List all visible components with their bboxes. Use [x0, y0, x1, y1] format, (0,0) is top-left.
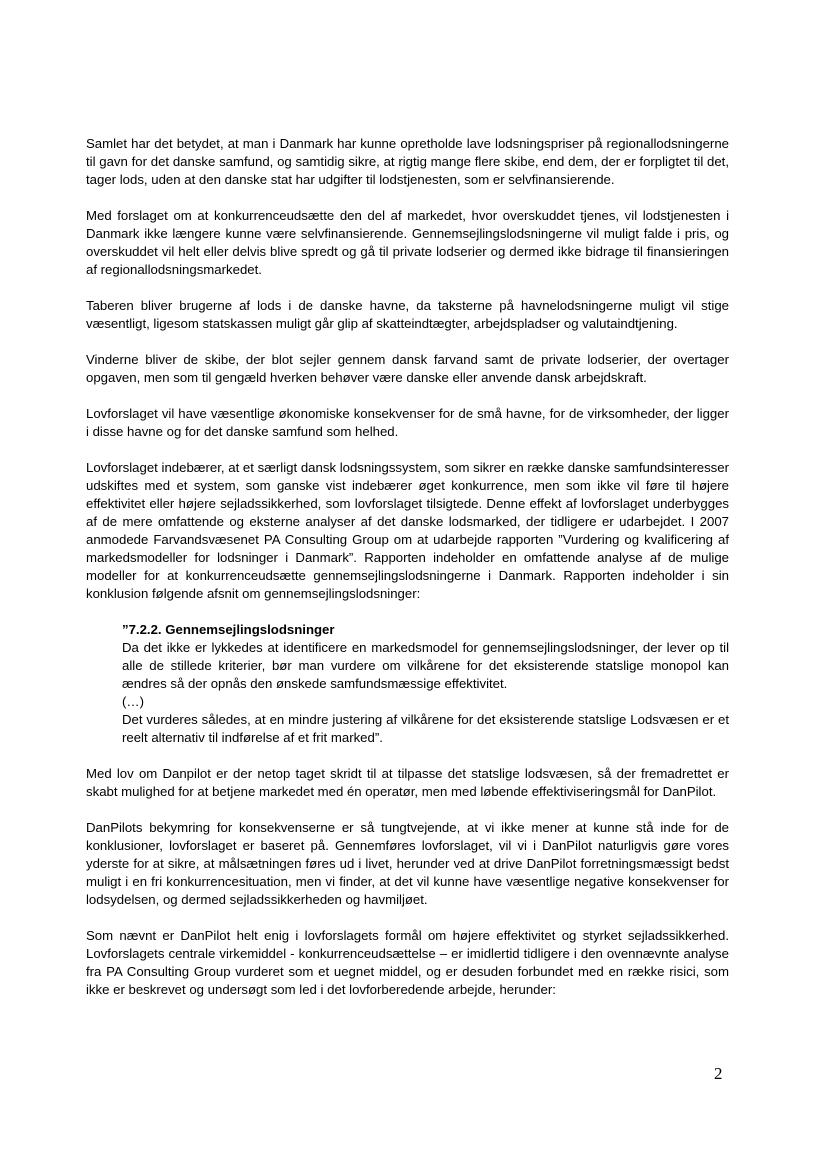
quote-heading: ”7.2.2. Gennemsejlingslodsninger — [122, 622, 335, 637]
paragraph-9: Som nævnt er DanPilot helt enig i lovforslagets formål om højere effektivitet og styrket sejladssikkerhed. Lovforslagets centrale virkemiddel - konkurrenceudsættelse – er imidlertid tidligere i den ovennævnte analyse fra PA Consulting Group vurderet som et uegnet middel, og er desuden forbundet med en række risici, som ikke er beskrevet og undersøgt som led i det lovforberedende arbejde, herunder: — [86, 928, 729, 997]
paragraph-3: Taberen bliver brugerne af lods i de danske havne, da taksterne på havnelodsningerne muligt vil stige væsentligt, ligesom statskassen muligt går glip af skatteindtægter, arbejdspladser og valutaindtjening. — [86, 298, 729, 331]
paragraph-5: Lovforslaget vil have væsentlige økonomiske konsekvenser for de små havne, for de virksomheder, der ligger i disse havne og for det danske samfund som helhed. — [86, 406, 729, 439]
paragraph-4: Vinderne bliver de skibe, der blot sejler gennem dansk farvand samt de private lodserier, der overtager opgaven, men som til gengæld hverken behøver være danske eller anvende dansk arbejdskraft. — [86, 352, 729, 385]
quote-line-1: Da det ikke er lykkedes at identificere en markedsmodel for gennemsejlingslodsninger, der lever op til alle de stillede kriterier, bør man vurdere om vilkårene for det eksisterende statslige monopol kan ændres så der opnås den ønskede samfundsmæssige effektivitet. — [122, 640, 729, 691]
paragraph-6: Lovforslaget indebærer, at et særligt dansk lodsningssystem, som sikrer en række danske samfundsinteresser udskiftes med et system, som ganske vist indebærer øget konkurrence, men som ikke vil føre til højere effektivitet eller højere sejladssikkerhed, som lovforslaget tilsigtede. Denne effekt af lovforslaget underbygges af de mere omfattende og eksterne analyser af det danske lodsmarked, der tidligere er udarbejdet. I 2007 anmodede Farvandsvæsenet PA Consulting Group om at udarbejde rapporten ”Vurdering og kvalificering af markedsmodeller for lodsninger i Danmark”. Rapporten indeholder en omfattende analyse af de mulige modeller for at konkurrenceudsætte gennemsejlingslodsningerne i Danmark. Rapporten indeholder i sin konklusion følgende afsnit om gennemsejlingslodsninger: — [86, 460, 729, 601]
page-number: 2 — [714, 1064, 723, 1083]
document-body — [86, 135, 729, 1017]
paragraph-2: Med forslaget om at konkurrenceudsætte den del af markedet, hvor overskuddet tjenes, vil lodstjenesten i Danmark ikke længere kunne være selvfinansierende. Gennemsejlingslodsningerne vil muligt falde i pris, og overskuddet vil helt eller delvis blive spredt og gå til private lodserier og dermed ikke bidrage til finansieringen af regionallodsningsmarkedet. — [86, 208, 729, 277]
paragraph-1: Samlet har det betydet, at man i Danmark har kunne opretholde lave lodsningspriser på regionallodsningerne til gavn for det danske samfund, og samtidig sikre, at rigtig mange flere skibe, end dem, der er forpligtet til det, tager lods, uden at den danske stat har udgifter til lodstjenesten, som er selvfinansierende. — [86, 136, 729, 187]
paragraph-8: DanPilots bekymring for konsekvenserne er så tungtvejende, at vi ikke mener at kunne stå inde for de konklusioner, lovforslaget er baseret på. Gennemføres lovforslaget, vil vi i DanPilot naturligvis gøre vores yderste for at sikre, at målsætningen føres ud i livet, herunder ved at drive DanPilot forretningsmæssigt bedst muligt i en fri konkurrencesituation, men vi finder, at det vil kunne have væsentlige negative konsekvenser for lodsydelsen, og dermed sejladssikkerheden og havmiljøet. — [86, 820, 729, 907]
paragraph-7: Med lov om Danpilot er der netop taget skridt til at tilpasse det statslige lodsvæsen, så der fremadrettet er skabt mulighed for at betjene markedet med én operatør, men med løbende effektiviseringsmål for DanPilot. — [86, 766, 729, 799]
quote-ellipsis: (…) — [122, 694, 144, 709]
report-quote — [122, 621, 729, 747]
quote-line-2: Det vurderes således, at en mindre justering af vilkårene for det eksisterende statslige Lodsvæsen er et reelt alternativ til indførelse af et frit marked”. — [122, 712, 729, 745]
